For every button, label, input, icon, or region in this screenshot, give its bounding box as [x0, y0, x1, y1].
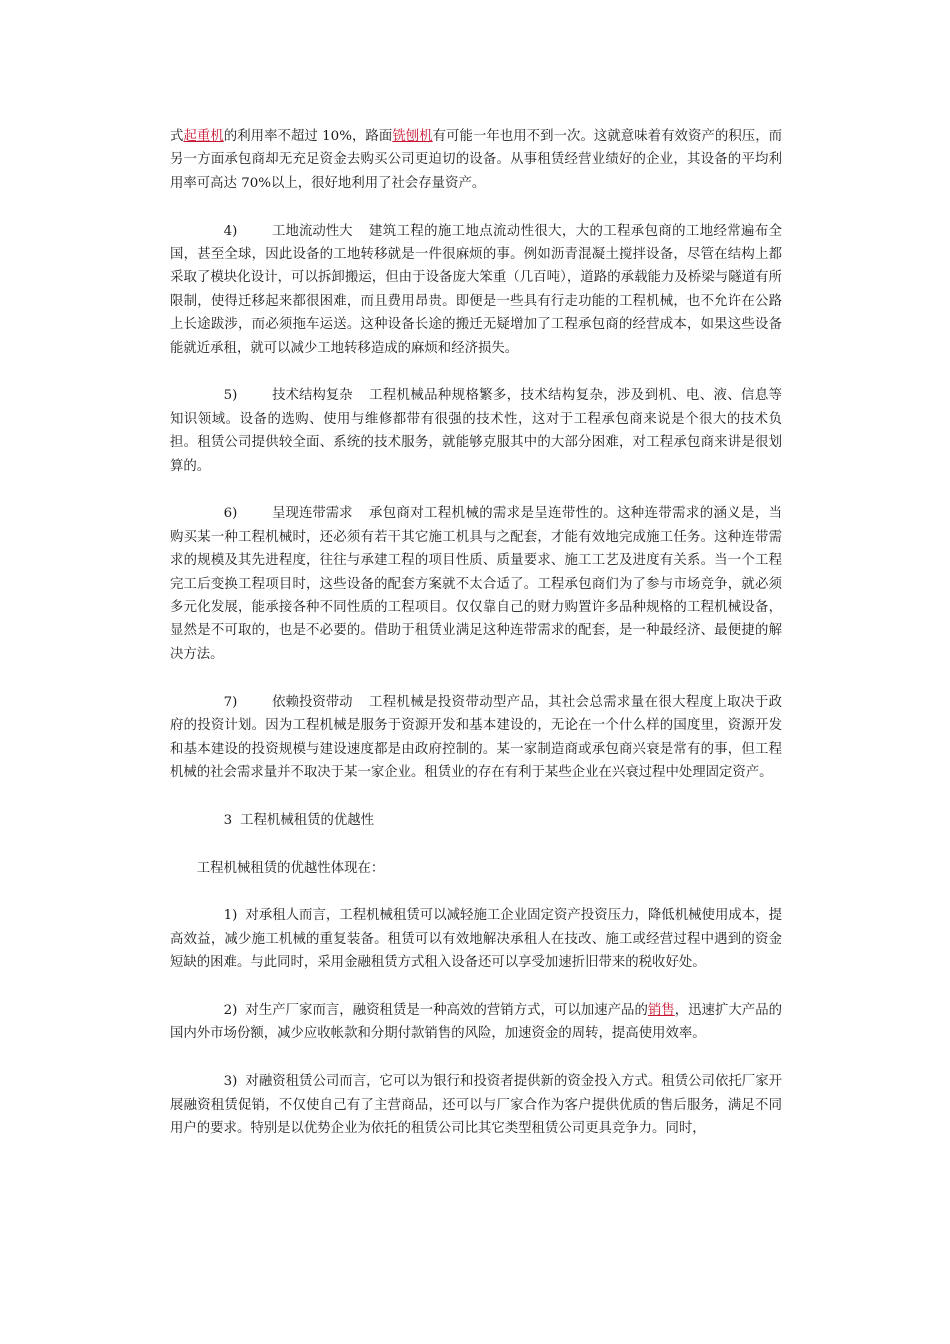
item-text: 对承租人而言，工程机械租赁可以减轻施工企业固定资产投资压力，降低机械使用成本，提高效益，减少施工机械的重复装备。租赁可以有效地解决承租人在技改、施工或经营过程中遇到的资金短缺的困难。与此同时，采用金融租赁方式租入设备还可以享受加速折旧带来的税收好处。 [170, 908, 782, 971]
crane-link[interactable]: 起重机 [183, 129, 224, 144]
intro-text-2: 的利用率不超过 10%，路面 [223, 129, 393, 144]
section-title: 工程机械租赁的优越性 [240, 812, 375, 828]
advantage-leasing-company [170, 1070, 782, 1140]
item-number: 5) [223, 388, 238, 404]
item-text-1: 对生产厂家而言，融资租赁是一种高效的营销方式，可以加速产品的 [245, 1002, 648, 1018]
item-number: 7) [223, 694, 238, 710]
paragraph-investment-driven [170, 691, 782, 785]
item-text: 建筑工程的施工地点流动性很大，大的工程承包商的工地经常遍布全国，甚至全球，因此设备的工地转移就是一件很麻烦的事。例如沥青混凝土搅拌设备，尽管在结构上都采取了模块化设计，可以拆卸搬运，但由于设备庞大笨重（几百吨），道路的承载能力及桥梁与隧道有所限制，使得迁移起来都很困难，而且费用昂贵。即便是一些具有行走功能的工程机械，也不允许在公路上长途跋涉，而必须拖车运送。这种设备长途的搬迁无疑增加了工程承包商的经营成本，如果这些设备能就近承租，就可以减少工地转移造成的麻烦和经济损失。 [170, 223, 782, 356]
paragraph-technical-complexity [170, 384, 782, 478]
item-heading: 工地流动性大 [272, 223, 353, 239]
item-number: 2) [223, 1002, 238, 1018]
milling-machine-link[interactable]: 铣刨机 [392, 129, 433, 144]
advantages-intro: 工程机械租赁的优越性体现在： [196, 860, 385, 876]
item-text: 工程机械是投资带动型产品，其社会总需求量在很大程度上取决于政府的投资计划。因为工程机械是服务于资源开发和基本建设的，无论在一个什么样的国度里，资源开发和基本建设的投资规模与建设速度都是由政府控制的。某一家制造商或承包商兴衰是常有的事，但工程机械的社会需求量并不取决于某一家企业。租赁业的存在有利于某些企业在兴衰过程中处理固定资产。 [170, 694, 782, 780]
item-text-2: ，迅速扩大产品的国内外市场份额，减少应收帐款和分期付款销售的风险，加速资金的周转，提高使用效率。 [170, 1002, 783, 1042]
item-heading: 技术结构复杂 [272, 388, 353, 404]
intro-paragraph [170, 125, 782, 195]
intro-text-1: 式 [170, 129, 184, 144]
paragraph-linked-demand [170, 502, 782, 666]
section-heading [170, 809, 782, 832]
item-text: 工程机械品种规格繁多，技术结构复杂，涉及到机、电、液、信息等知识领域。设备的选购、使用与维修都带有很强的技术性，这对于工程承包商来说是个很大的技术负担。租赁公司提供较全面、系统的技术服务，就能够克服其中的大部分困难，对工程承包商来讲是很划算的。 [170, 388, 782, 474]
sales-link[interactable]: 销售 [647, 1002, 675, 1018]
advantage-lessee [170, 904, 782, 974]
item-number: 4) [223, 223, 238, 239]
intro-text-3: 有可能一年也用不到一次。这就意味着有效资产的积压，而另一方面承包商却无充足资金去购买公司更迫切的设备。从事租赁经营业绩好的企业，其设备的平均利用率可高达 70%以上，很好地利用了社会存量资产。 [170, 129, 783, 191]
item-heading: 依赖投资带动 [272, 694, 353, 710]
advantage-manufacturer [170, 999, 782, 1046]
item-heading: 呈现连带需求 [272, 506, 353, 522]
item-number: 3) [223, 1074, 238, 1090]
paragraph-site-mobility [170, 220, 782, 360]
section-number: 3 [223, 812, 233, 828]
document-body [170, 125, 782, 1165]
item-number: 6) [223, 506, 238, 522]
item-number: 1) [223, 908, 238, 924]
item-text: 承包商对工程机械的需求是呈连带性的。这种连带需求的涵义是，当购买某一种工程机械时，还必须有若干其它施工机具与之配套，才能有效地完成施工任务。这种连带需求的规模及其先进程度，往往与承建工程的项目性质、质量要求、施工工艺及进度有关系。当一个工程完工后变换工程项目时，这些设备的配套方案就不太合适了。工程承包商们为了参与市场竞争，就必须多元化发展，能承接各种不同性质的工程项目。仅仅靠自己的财力购置许多品种规格的工程机械设备，显然是不可取的，也是不必要的。借助于租赁业满足这种连带需求的配套，是一种最经济、最便捷的解决方法。 [170, 506, 782, 662]
item-text: 对融资租赁公司而言，它可以为银行和投资者提供新的资金投入方式。租赁公司依托厂家开展融资租赁促销，不仅使自己有了主营商品，还可以与厂家合作为客户提供优质的售后服务，满足不同用户的要求。特别是以优势企业为依托的租赁公司比其它类型租赁公司更具竞争力。同时， [170, 1074, 782, 1136]
